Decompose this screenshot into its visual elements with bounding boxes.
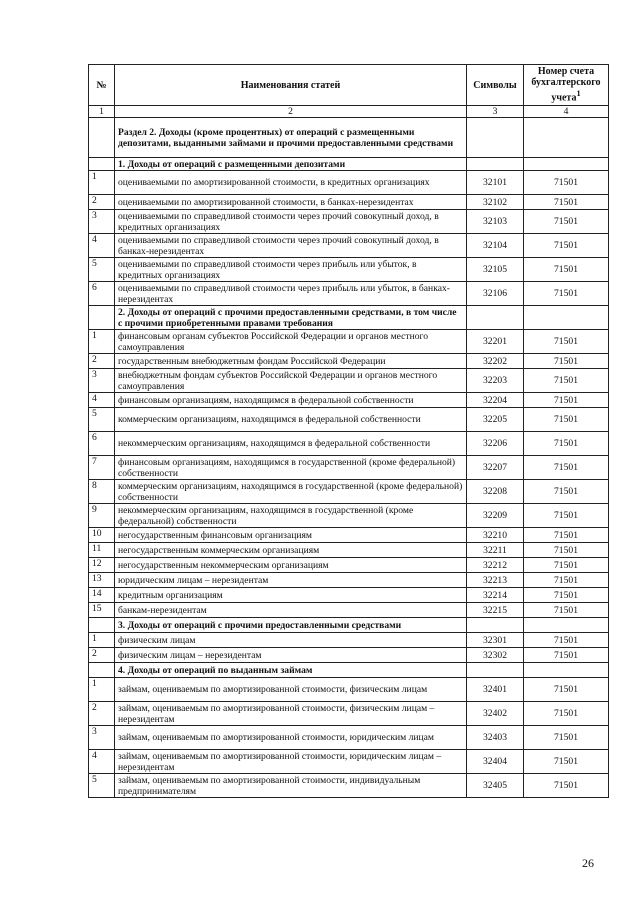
subsection-row — [89, 663, 609, 678]
row-number: 12 — [89, 558, 115, 573]
subsection-row — [89, 306, 609, 330]
row-name: коммерческим организациям, находящимся в государственной (кроме федеральной) собственности — [115, 480, 467, 504]
row-name: физическим лицам — [115, 633, 467, 648]
table-row — [89, 282, 609, 306]
row-number: 4 — [89, 750, 115, 774]
row-symbol: 32213 — [467, 573, 524, 588]
row-name: финансовым организациям, находящимся в федеральной собственности — [115, 393, 467, 408]
row-number: 4 — [89, 393, 115, 408]
subsection-title: 3. Доходы от операций с прочими предоставленными средствами — [115, 618, 467, 633]
row-number: 2 — [89, 195, 115, 210]
row-account: 71501 — [524, 558, 609, 573]
row-name: оцениваемыми по справедливой стоимости через прочий совокупный доход, в банках-нерезидентах — [115, 234, 467, 258]
row-symbol: 32209 — [467, 504, 524, 528]
row-number: 11 — [89, 543, 115, 558]
row-number: 3 — [89, 726, 115, 750]
row-account: 71501 — [524, 603, 609, 618]
row-num-cell — [89, 618, 115, 633]
row-account: 71501 — [524, 774, 609, 798]
row-symbol: 32302 — [467, 648, 524, 663]
row-num-cell — [89, 663, 115, 678]
table-row — [89, 354, 609, 369]
col-number-4: 4 — [524, 106, 609, 118]
row-symbol: 32106 — [467, 282, 524, 306]
row-number: 9 — [89, 504, 115, 528]
row-number: 8 — [89, 480, 115, 504]
row-name: негосударственным финансовым организациям — [115, 528, 467, 543]
table-row — [89, 573, 609, 588]
header-num: № — [89, 65, 115, 106]
page-number: 26 — [582, 856, 594, 870]
row-account: 71501 — [524, 210, 609, 234]
row-number: 15 — [89, 603, 115, 618]
table-row — [89, 171, 609, 195]
account-cell — [524, 618, 609, 633]
col-number-3: 3 — [467, 106, 524, 118]
subsection-row — [89, 618, 609, 633]
row-symbol: 32403 — [467, 726, 524, 750]
account-cell — [524, 118, 609, 158]
table-row — [89, 393, 609, 408]
row-name: физическим лицам – нерезидентам — [115, 648, 467, 663]
row-symbol: 32214 — [467, 588, 524, 603]
table-row — [89, 543, 609, 558]
col-number-1: 1 — [89, 106, 115, 118]
header-symbols: Символы — [467, 65, 524, 106]
row-symbol: 32402 — [467, 702, 524, 726]
table-row — [89, 702, 609, 726]
row-symbol: 32205 — [467, 408, 524, 432]
row-number: 5 — [89, 774, 115, 798]
row-number: 2 — [89, 648, 115, 663]
row-account: 71501 — [524, 393, 609, 408]
account-cell — [524, 158, 609, 171]
row-symbol: 32208 — [467, 480, 524, 504]
table-row — [89, 258, 609, 282]
table-row — [89, 558, 609, 573]
row-name: негосударственным коммерческим организациям — [115, 543, 467, 558]
table-row — [89, 456, 609, 480]
row-account: 71501 — [524, 528, 609, 543]
row-symbol: 32103 — [467, 210, 524, 234]
row-symbol: 32212 — [467, 558, 524, 573]
row-num-cell — [89, 158, 115, 171]
row-account: 71501 — [524, 330, 609, 354]
row-number: 3 — [89, 369, 115, 393]
row-name: займам, оцениваемым по амортизированной стоимости, индивидуальным предпринимателям — [115, 774, 467, 798]
row-account: 71501 — [524, 648, 609, 663]
row-name: займам, оцениваемым по амортизированной стоимости, юридическим лицам – нерезидентам — [115, 750, 467, 774]
header-account — [524, 65, 609, 106]
row-number: 3 — [89, 210, 115, 234]
account-cell — [524, 306, 609, 330]
symbol-cell — [467, 618, 524, 633]
row-symbol: 32206 — [467, 432, 524, 456]
table-row — [89, 648, 609, 663]
header-name: Наименования статей — [115, 65, 467, 106]
table-row — [89, 408, 609, 432]
row-account: 71501 — [524, 573, 609, 588]
row-symbol: 32210 — [467, 528, 524, 543]
row-symbol: 32203 — [467, 369, 524, 393]
row-account: 71501 — [524, 678, 609, 702]
row-account: 71501 — [524, 726, 609, 750]
row-account: 71501 — [524, 480, 609, 504]
table-row — [89, 234, 609, 258]
subsection-title: 1. Доходы от операций с размещенными депозитами — [115, 158, 467, 171]
section-row — [89, 118, 609, 158]
table-row — [89, 588, 609, 603]
row-account: 71501 — [524, 432, 609, 456]
row-symbol: 32215 — [467, 603, 524, 618]
subsection-row — [89, 158, 609, 171]
row-number: 5 — [89, 408, 115, 432]
accounts-table — [88, 64, 609, 798]
row-account: 71501 — [524, 588, 609, 603]
row-account: 71501 — [524, 195, 609, 210]
row-symbol: 32401 — [467, 678, 524, 702]
row-account: 71501 — [524, 750, 609, 774]
row-account: 71501 — [524, 633, 609, 648]
row-number: 10 — [89, 528, 115, 543]
table-row — [89, 504, 609, 528]
row-name: юридическим лицам – нерезидентам — [115, 573, 467, 588]
row-symbol: 32201 — [467, 330, 524, 354]
row-name: банкам-нерезидентам — [115, 603, 467, 618]
row-number: 2 — [89, 354, 115, 369]
row-name: некоммерческим организациям, находящимся в федеральной собственности — [115, 432, 467, 456]
row-number: 1 — [89, 330, 115, 354]
table-row — [89, 432, 609, 456]
table-row — [89, 210, 609, 234]
row-account: 71501 — [524, 456, 609, 480]
row-name: финансовым организациям, находящимся в государственной (кроме федеральной) собственности — [115, 456, 467, 480]
row-symbol: 32405 — [467, 774, 524, 798]
subsection-title: 2. Доходы от операций с прочими предоставленными средствами, в том числе с прочими приобретенными правами требования — [115, 306, 467, 330]
row-number: 2 — [89, 702, 115, 726]
row-symbol: 32301 — [467, 633, 524, 648]
header-row — [89, 65, 609, 106]
row-account: 71501 — [524, 282, 609, 306]
row-account: 71501 — [524, 702, 609, 726]
table-row — [89, 603, 609, 618]
table-row — [89, 330, 609, 354]
symbol-cell — [467, 663, 524, 678]
row-symbol: 32207 — [467, 456, 524, 480]
row-symbol: 32404 — [467, 750, 524, 774]
row-symbol: 32204 — [467, 393, 524, 408]
table-row — [89, 369, 609, 393]
table-row — [89, 195, 609, 210]
row-name: оцениваемыми по амортизированной стоимости, в банках-нерезидентах — [115, 195, 467, 210]
row-symbol: 32104 — [467, 234, 524, 258]
row-number: 5 — [89, 258, 115, 282]
symbol-cell — [467, 306, 524, 330]
row-name: государственным внебюджетным фондам Российской Федерации — [115, 354, 467, 369]
row-number: 4 — [89, 234, 115, 258]
row-name: кредитным организациям — [115, 588, 467, 603]
table-row — [89, 633, 609, 648]
row-name: оцениваемыми по справедливой стоимости через прочий совокупный доход, в кредитных организациях — [115, 210, 467, 234]
symbol-cell — [467, 158, 524, 171]
row-symbol: 32211 — [467, 543, 524, 558]
row-symbol: 32101 — [467, 171, 524, 195]
table-row — [89, 726, 609, 750]
row-symbol: 32105 — [467, 258, 524, 282]
row-name: займам, оцениваемым по амортизированной стоимости, юридическим лицам — [115, 726, 467, 750]
row-symbol: 32202 — [467, 354, 524, 369]
table-row — [89, 774, 609, 798]
row-number: 1 — [89, 678, 115, 702]
row-account: 71501 — [524, 354, 609, 369]
row-number: 1 — [89, 633, 115, 648]
table-row — [89, 678, 609, 702]
row-account: 71501 — [524, 369, 609, 393]
row-account: 71501 — [524, 504, 609, 528]
row-name: оцениваемыми по справедливой стоимости через прибыль или убыток, в банках-нерезидентах — [115, 282, 467, 306]
row-name: некоммерческим организациям, находящимся в государственной (кроме федеральной) собственности — [115, 504, 467, 528]
row-account: 71501 — [524, 408, 609, 432]
row-name: негосударственным некоммерческим организациям — [115, 558, 467, 573]
row-account: 71501 — [524, 234, 609, 258]
table-row — [89, 750, 609, 774]
column-number-row — [89, 106, 609, 118]
col-number-2: 2 — [115, 106, 467, 118]
row-account: 71501 — [524, 171, 609, 195]
row-account: 71501 — [524, 543, 609, 558]
row-number: 13 — [89, 573, 115, 588]
section-title: Раздел 2. Доходы (кроме процентных) от операций с размещенными депозитами, выданными займами и прочими предоставленными средствами — [115, 118, 467, 158]
row-number: 7 — [89, 456, 115, 480]
header-account-text: Номер счета бухгалтерского учета — [531, 66, 601, 104]
row-symbol: 32102 — [467, 195, 524, 210]
row-name: займам, оцениваемым по амортизированной стоимости, физическим лицам — [115, 678, 467, 702]
row-name: внебюджетным фондам субъектов Российской Федерации и органов местного самоуправления — [115, 369, 467, 393]
row-num-cell — [89, 306, 115, 330]
row-number: 14 — [89, 588, 115, 603]
row-account: 71501 — [524, 258, 609, 282]
table-row — [89, 480, 609, 504]
row-name: оцениваемыми по справедливой стоимости через прибыль или убыток, в кредитных организациях — [115, 258, 467, 282]
row-name: оцениваемыми по амортизированной стоимости, в кредитных организациях — [115, 171, 467, 195]
account-cell — [524, 663, 609, 678]
row-number: 6 — [89, 432, 115, 456]
row-num-cell — [89, 118, 115, 158]
table-row — [89, 528, 609, 543]
row-name: коммерческим организациям, находящимся в федеральной собственности — [115, 408, 467, 432]
row-number: 1 — [89, 171, 115, 195]
footnote-mark: 1 — [576, 89, 581, 99]
row-name: финансовым органам субъектов Российской Федерации и органов местного самоуправления — [115, 330, 467, 354]
row-number: 6 — [89, 282, 115, 306]
subsection-title: 4. Доходы от операций по выданным займам — [115, 663, 467, 678]
row-name: займам, оцениваемым по амортизированной стоимости, физическим лицам – нерезидентам — [115, 702, 467, 726]
symbol-cell — [467, 118, 524, 158]
